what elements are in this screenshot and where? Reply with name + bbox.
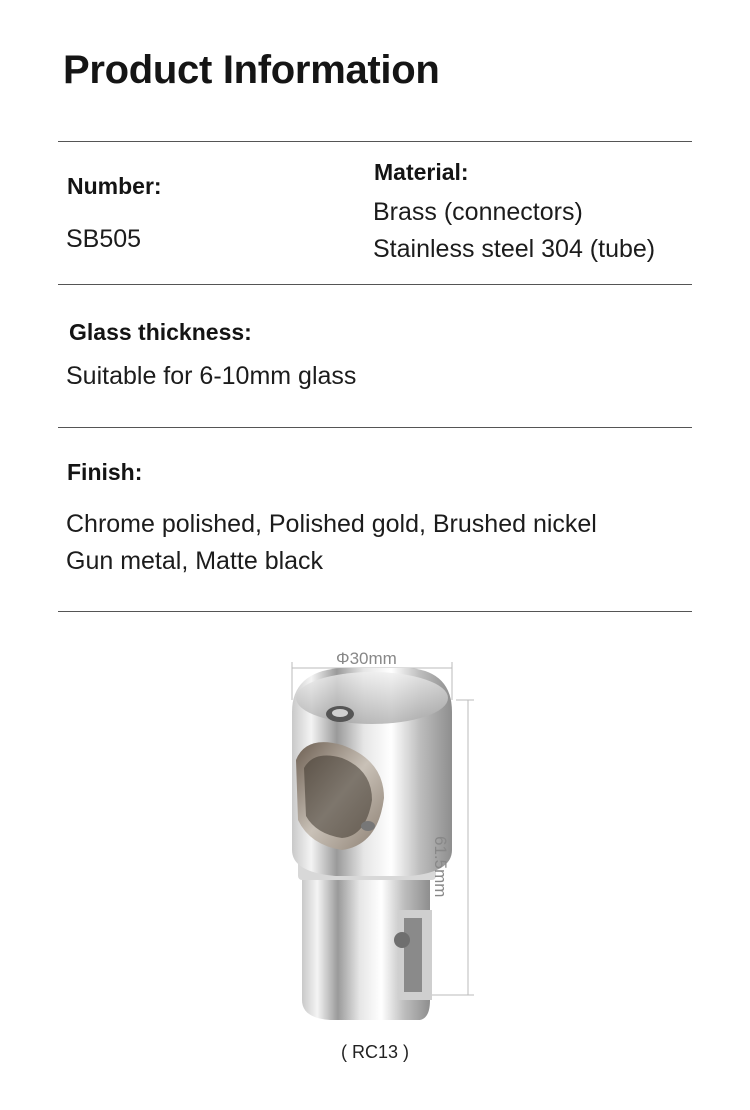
finish-label: Finish: — [67, 459, 143, 485]
number-value: SB505 — [66, 225, 142, 253]
material-line-2: Stainless steel 304 (tube) — [373, 235, 656, 263]
page-title: Product Information — [63, 48, 440, 92]
diameter-label: Φ30mm — [336, 649, 397, 668]
divider — [58, 284, 692, 285]
material-line-1: Brass (connectors) — [373, 198, 583, 226]
finish-line-2: Gun metal, Matte black — [66, 547, 324, 575]
height-label: 61.5mm — [431, 836, 450, 898]
product-caption: ( RC13 ) — [340, 1042, 409, 1062]
glass-thickness-value: Suitable for 6-10mm glass — [66, 362, 357, 390]
number-label: Number: — [67, 173, 162, 199]
glass-thickness-label: Glass thickness: — [69, 319, 252, 345]
divider — [58, 141, 692, 142]
product-image — [280, 640, 500, 1020]
finish-line-1: Chrome polished, Polished gold, Brushed nickel — [66, 510, 597, 538]
material-label: Material: — [374, 159, 469, 185]
divider — [58, 427, 692, 428]
divider — [58, 611, 692, 612]
